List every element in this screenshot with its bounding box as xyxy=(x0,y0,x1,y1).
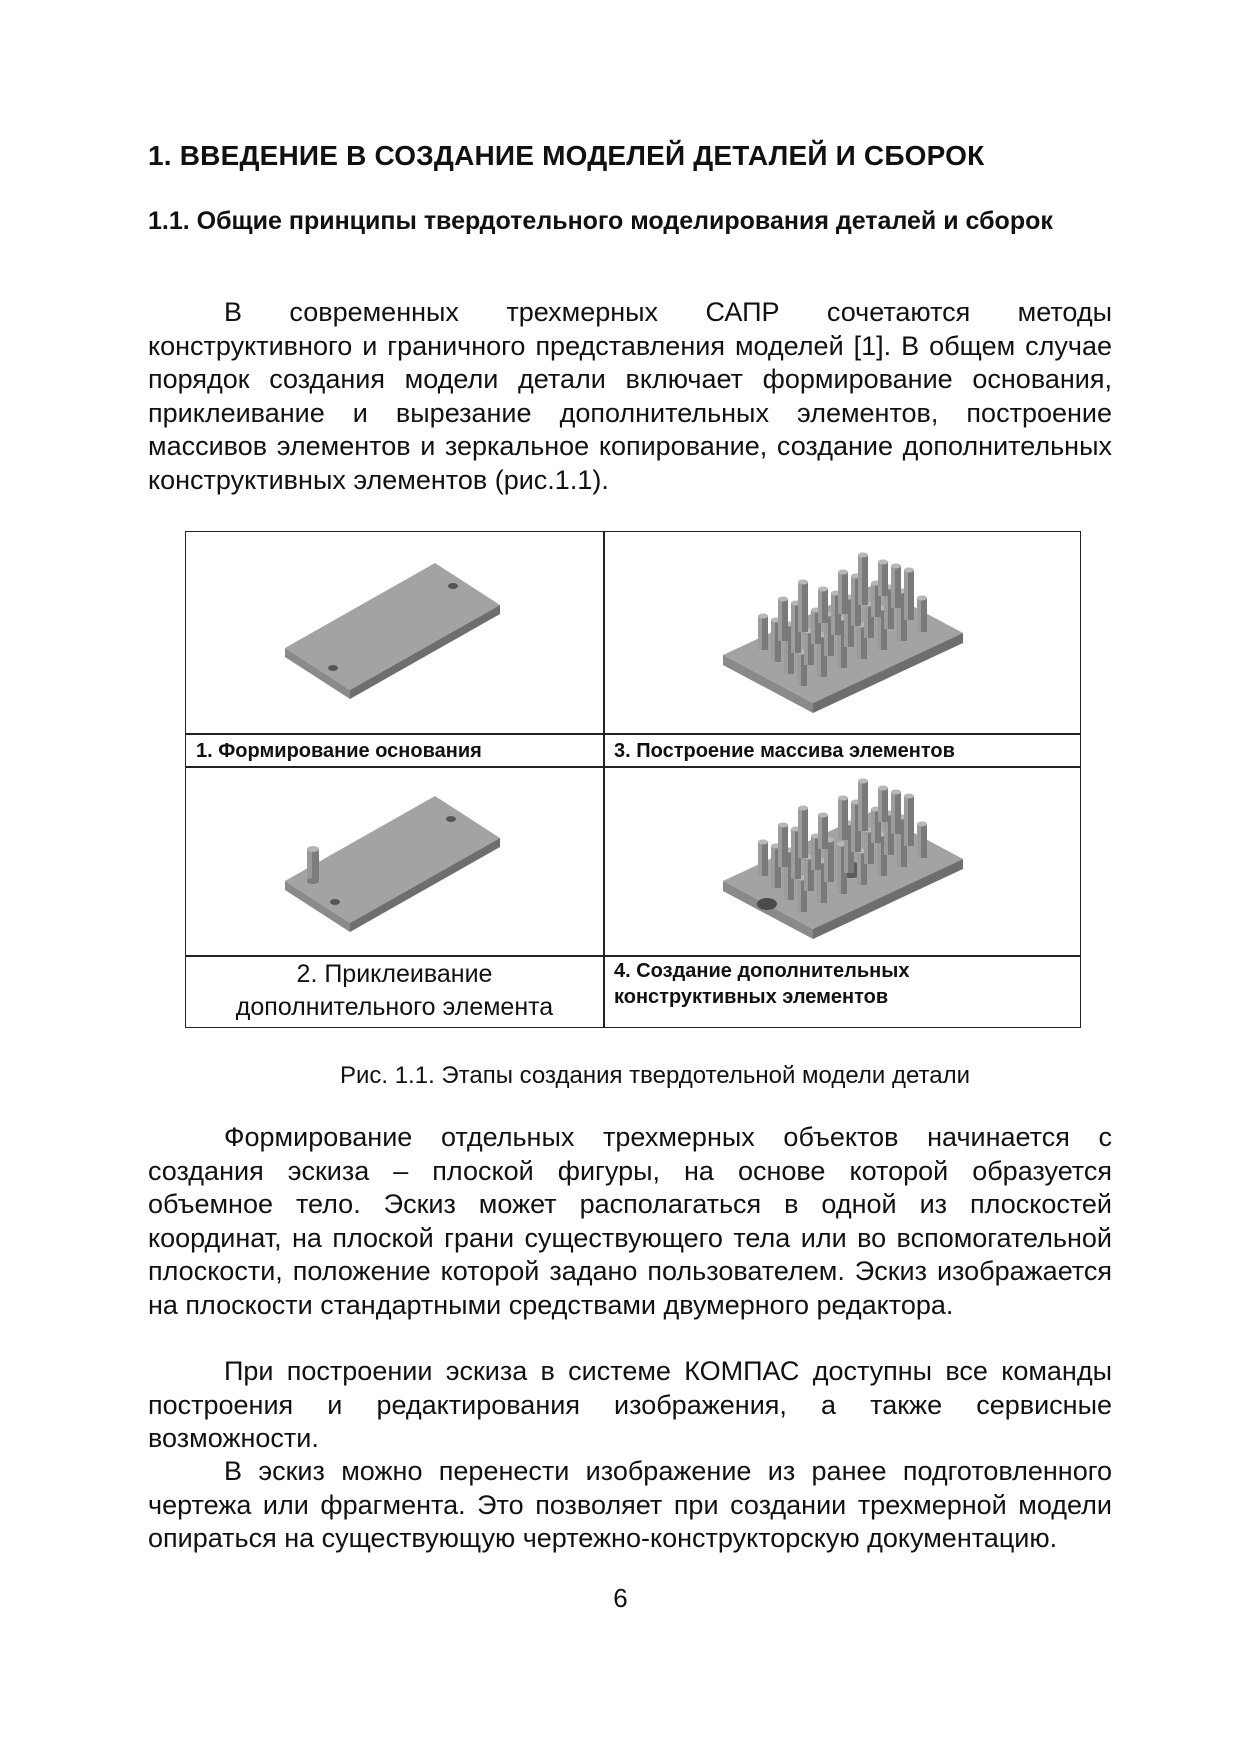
pin xyxy=(778,823,788,868)
pin xyxy=(798,806,808,859)
pin xyxy=(917,822,927,859)
pin xyxy=(891,564,901,609)
label-glue xyxy=(186,956,603,1028)
pin-array-features-image xyxy=(703,776,983,946)
pin xyxy=(758,840,768,877)
pin xyxy=(758,614,768,651)
figure-image-base xyxy=(186,532,603,733)
plate-with-pin-image xyxy=(265,781,525,941)
label-features-line1: 4. Создание дополнительных xyxy=(614,960,910,982)
figure-table xyxy=(185,531,1081,1028)
paragraph-sketch: Формирование отдельных трехмерных объектов начинается с создания эскиза – плоской фигуры, на основе которой образуется объемное тело. Эскиз может располагаться в одной из плоскостей координат, на плоской грани существующего тела или во вспомогательной плоскости, положение которой задано пользователем. Эскиз изображается на плоскости стандартными средствами двумерного редактора. xyxy=(148,1122,1112,1320)
section-heading: 1.1. Общие принципы твердотельного моделирования деталей и сборок xyxy=(148,207,1053,235)
pin xyxy=(891,790,901,835)
label-features xyxy=(604,956,1081,1028)
paragraph-import: В эскиз можно перенести изображение из ранее подготовленного чертежа или фрагмента. Это позволяет при создании трехмерной модели опираться на существующую чертежно-конструкторскую документацию. xyxy=(148,1456,1112,1553)
pin xyxy=(838,570,848,615)
label-array: 3. Построение массива элементов xyxy=(614,740,955,762)
label-base: 1. Формирование основания xyxy=(196,740,482,762)
pin xyxy=(798,580,808,633)
chapter-heading: 1. ВВЕДЕНИЕ В СОЗДАНИЕ МОДЕЛЕЙ ДЕТАЛЕЙ И СБОРОК xyxy=(148,140,985,171)
pin xyxy=(818,813,828,850)
figure-image-array xyxy=(604,532,1081,733)
pin xyxy=(904,794,914,847)
pin xyxy=(878,560,888,597)
paragraph-intro: В современных трехмерных САПР сочетаются методы конструктивного и граничного представления моделей [1]. В общем случае порядок создания модели детали включает формирование основания, приклеивание и вырезание дополнительных элементов, построение массивов элементов и зеркальное копирование, создание дополнительных конструктивных элементов (рис.1.1). xyxy=(148,297,1112,495)
base-plate-image xyxy=(265,553,525,713)
page-number: 6 xyxy=(613,1583,628,1613)
pin xyxy=(858,779,868,832)
pin xyxy=(904,568,914,621)
figure-caption: Рис. 1.1. Этапы создания твердотельной модели детали xyxy=(339,1062,971,1089)
pin xyxy=(878,786,888,823)
label-glue-line2: дополнительного элемента xyxy=(235,993,554,1021)
label-features-line2: конструктивных элементов xyxy=(614,986,889,1008)
pin xyxy=(858,553,868,606)
pin xyxy=(917,596,927,633)
pin xyxy=(778,597,788,642)
pin xyxy=(818,587,828,624)
figure-image-glue xyxy=(186,767,603,955)
figure-image-features xyxy=(604,767,1081,955)
pin-array-image xyxy=(703,545,983,720)
label-glue-line1: 2. Приклеивание xyxy=(296,960,493,988)
paragraph-kompas: При построении эскиза в системе КОМПАС доступны все команды построения и редактирования изображения, а также сервисные возможности. xyxy=(148,1356,1112,1453)
pin xyxy=(838,796,848,841)
